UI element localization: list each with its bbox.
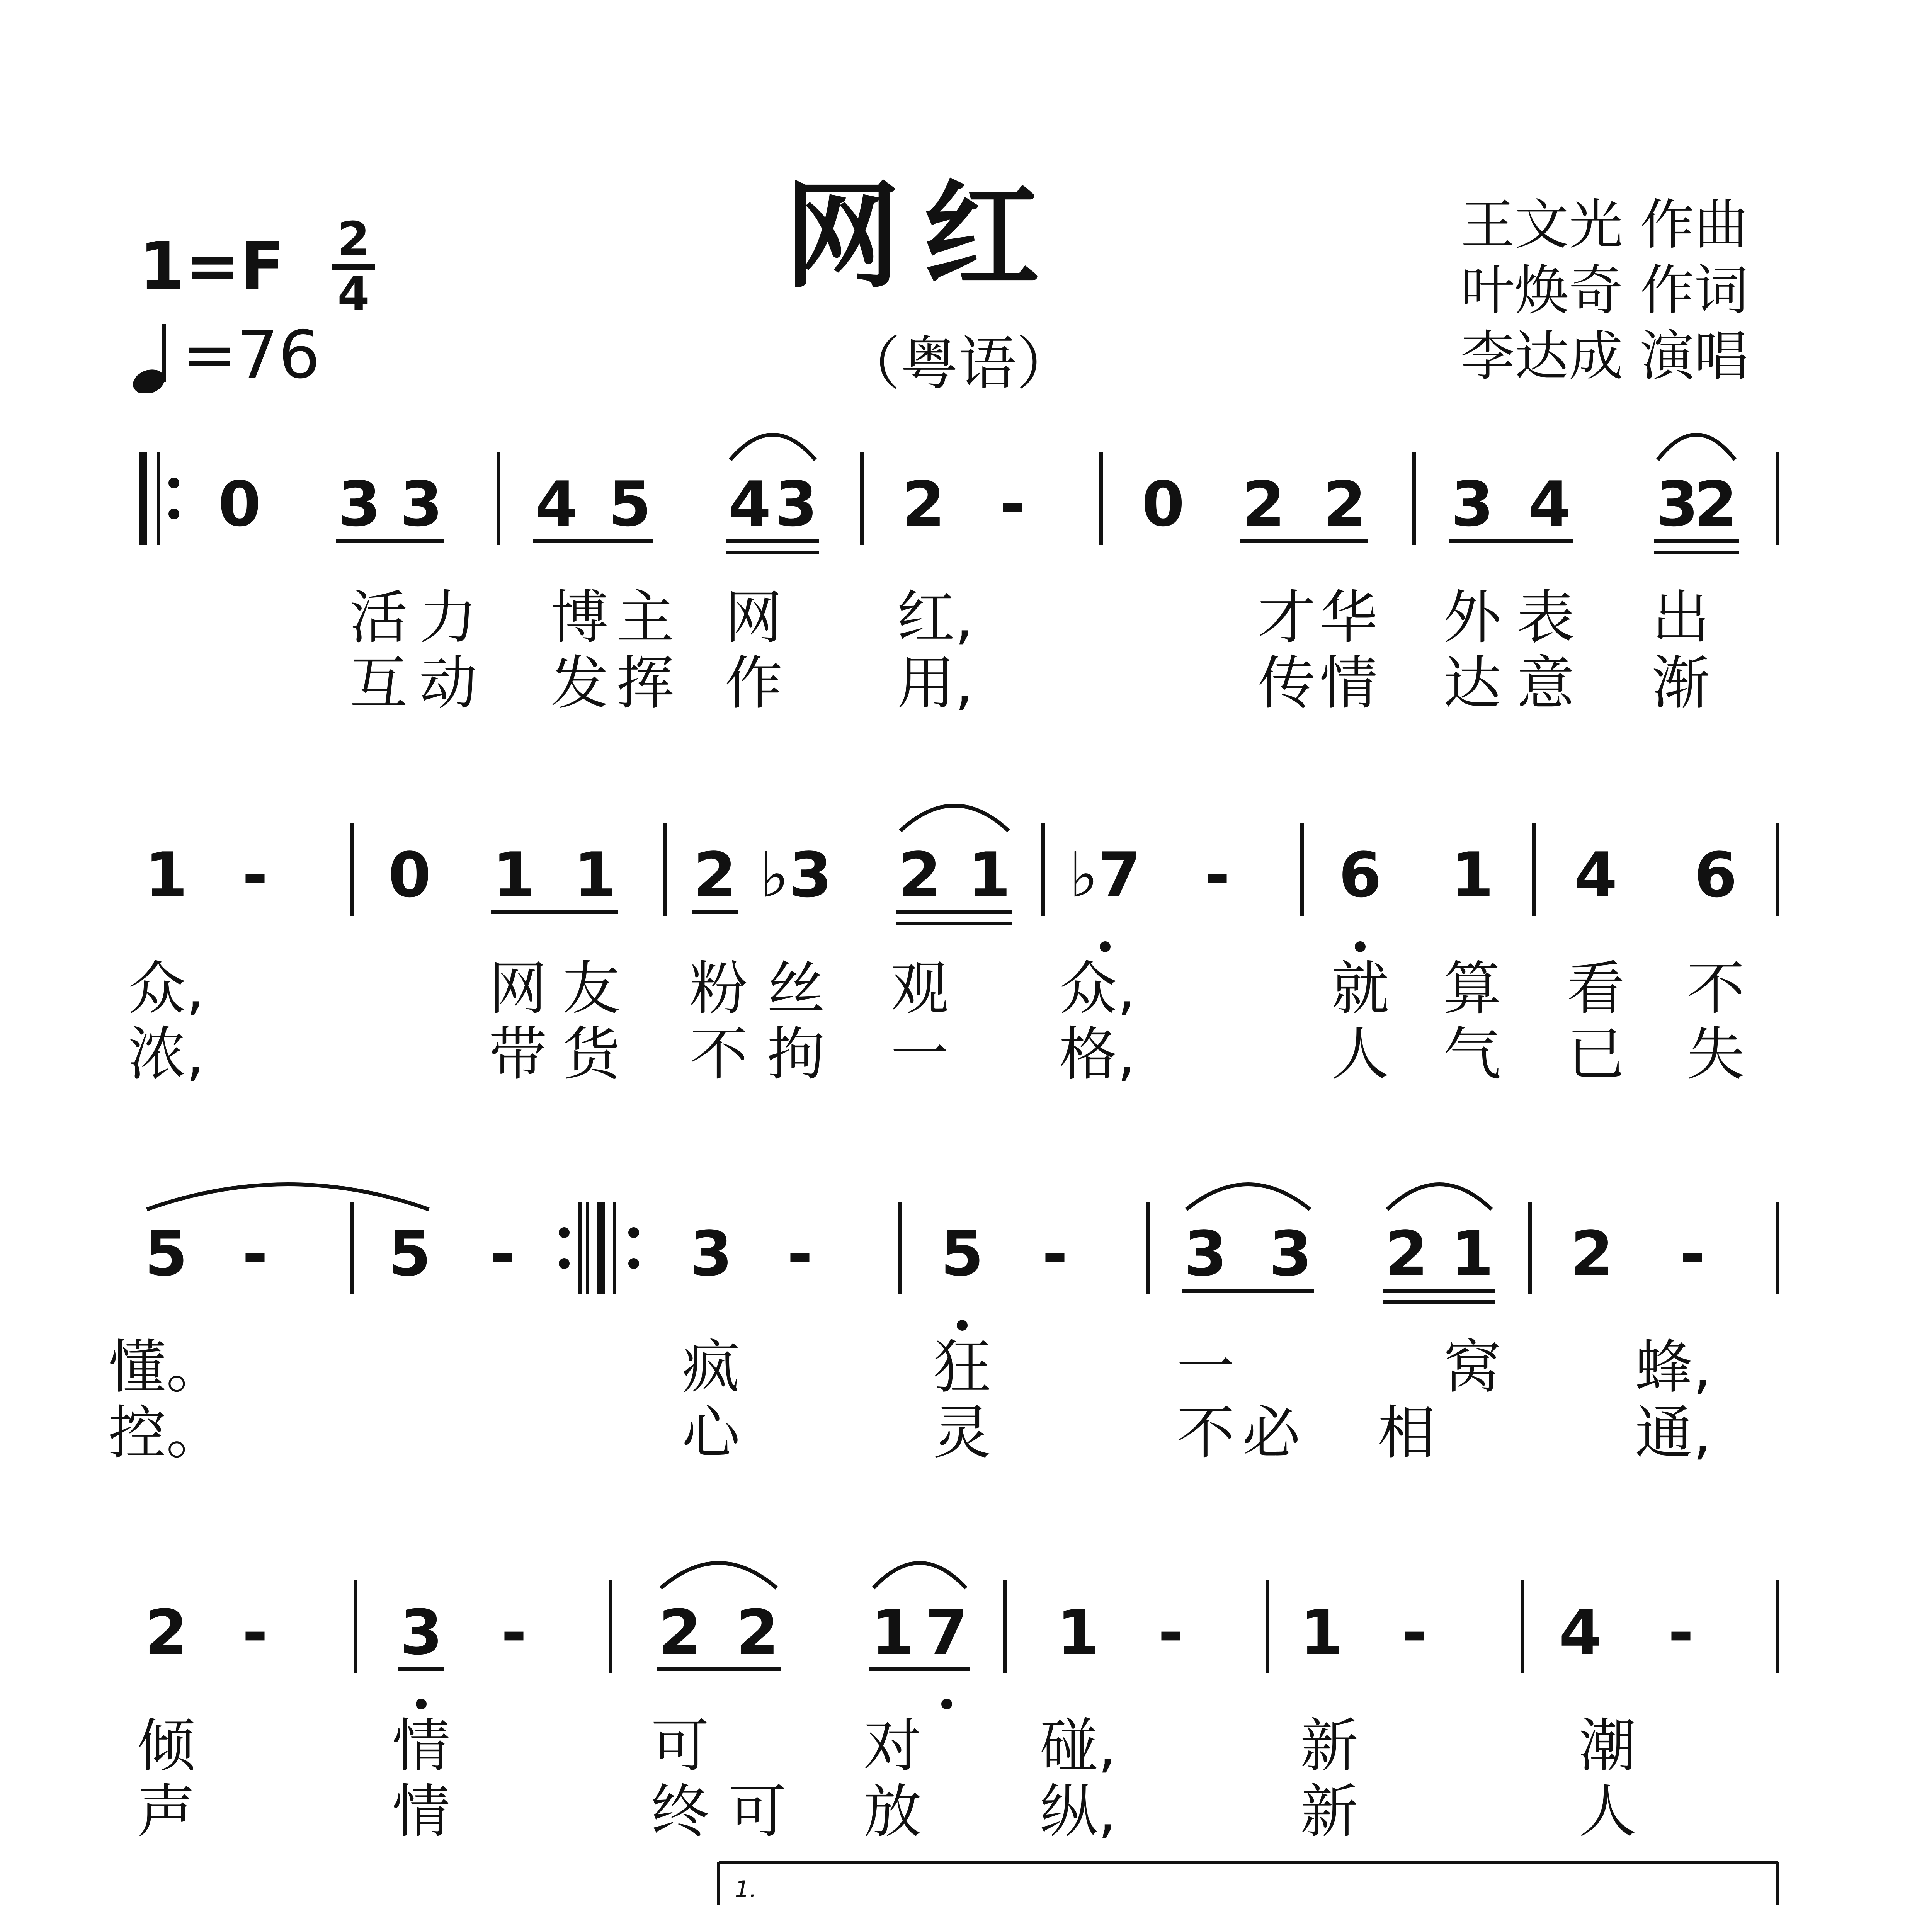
note: 3: [1184, 1218, 1227, 1290]
note: 1: [1300, 1596, 1343, 1668]
note: 2: [145, 1596, 188, 1668]
lyric-verse1: 窝: [1443, 1334, 1502, 1401]
note: 1: [145, 839, 188, 911]
lyric-verse2: 纵,: [1040, 1778, 1116, 1845]
note: 3: [338, 468, 381, 540]
note: -: [1668, 1596, 1694, 1668]
repeat-dot: [559, 1227, 570, 1238]
lyric-verse1: 算: [1443, 955, 1502, 1022]
note: 2: [1385, 1218, 1428, 1290]
slur: [873, 1563, 966, 1588]
lyric-verse1: 倾: [137, 1713, 196, 1780]
slur: [1186, 1184, 1310, 1209]
note: 1: [573, 839, 617, 911]
lyric-verse2: 必: [1242, 1400, 1301, 1467]
note: 1: [1451, 839, 1494, 911]
note: 2: [898, 839, 941, 911]
lyric-verse1: 红,: [897, 584, 973, 651]
lyric-verse2: 不: [689, 1021, 748, 1088]
lyric-verse2: 传: [1257, 650, 1316, 717]
slur: [1387, 1184, 1492, 1209]
note: 1: [492, 839, 536, 911]
note: 2: [693, 839, 737, 911]
note: -: [242, 1218, 268, 1290]
lyric-verse1: 碰,: [1040, 1713, 1116, 1780]
note: 2: [1570, 1218, 1614, 1290]
time-signature-top: 2: [337, 213, 370, 266]
lyric-verse2: 不: [1176, 1400, 1235, 1467]
lyric-verse2: 人: [1331, 1021, 1390, 1088]
lyric-verse1: 友: [562, 955, 621, 1022]
page-title: 网红: [784, 167, 1063, 304]
lyric-verse1: 看: [1567, 955, 1625, 1022]
note: 4: [728, 468, 771, 540]
note: 4: [1574, 839, 1618, 911]
time-signature-bottom: 4: [337, 267, 370, 321]
lyric-verse1: 外: [1443, 584, 1502, 651]
note: 3: [400, 468, 443, 540]
lyric-verse1: 网: [488, 955, 547, 1022]
slur: [900, 806, 1009, 831]
low-octave-dot: [1100, 941, 1111, 952]
lyric-verse2: 互: [349, 650, 408, 717]
lyric-verse1: 可: [651, 1713, 709, 1780]
key-signature: 1=F: [139, 228, 285, 304]
low-octave-dot: [1355, 941, 1366, 952]
lyric-verse2: 情: [392, 1778, 451, 1845]
tempo-value: =76: [182, 317, 320, 393]
note: 2: [902, 468, 945, 540]
lyric-verse1: 出: [1652, 584, 1710, 651]
singer-credit: 李达成 演唱: [1461, 325, 1749, 388]
note: 5: [145, 1218, 188, 1290]
lyric-verse1: 不: [1686, 955, 1745, 1022]
lyric-verse2: 意: [1516, 650, 1575, 717]
note: 3: [400, 1596, 443, 1668]
lyric-verse2: 渐: [1652, 650, 1710, 717]
lyric-verse2: 达: [1443, 650, 1502, 717]
lyric-verse2: 相: [1377, 1400, 1436, 1467]
repeat-dot: [628, 1227, 639, 1238]
note: -: [489, 1218, 515, 1290]
lyric-verse1: 情: [392, 1713, 451, 1780]
lyric-verse1: 对: [863, 1713, 922, 1780]
note: 3: [1451, 468, 1494, 540]
repeat-dot: [168, 509, 179, 519]
note: 3: [774, 468, 818, 540]
lyric-verse2: 货: [562, 1021, 621, 1088]
note: 2: [658, 1596, 702, 1668]
lyric-verse1: 活: [349, 584, 408, 651]
note: 1: [1451, 1218, 1494, 1290]
repeat-dot: [628, 1258, 639, 1269]
lyric-verse2: 声: [137, 1778, 196, 1845]
slur: [661, 1563, 777, 1588]
lyric-verse2: 人: [1578, 1778, 1637, 1845]
volta-label: 1.: [735, 1876, 757, 1903]
note: -: [242, 839, 268, 911]
note: -: [1204, 839, 1230, 911]
note: 4: [1528, 468, 1571, 540]
lyric-verse2: 控。: [108, 1400, 225, 1467]
lyric-verse2: 动: [419, 650, 478, 717]
lyric-verse2: 可: [728, 1778, 787, 1845]
note: 7: [925, 1596, 968, 1668]
subtitle: （粤语）: [842, 330, 1075, 398]
lyric-verse2: 气: [1443, 1021, 1502, 1088]
lyric-verse2: 灵: [933, 1400, 992, 1467]
lyric-verse1: 蜂,: [1635, 1334, 1711, 1401]
note: 6: [1694, 839, 1737, 911]
lyric-verse2: 格,: [1059, 1021, 1136, 1088]
note: 5: [388, 1218, 431, 1290]
note: 1: [871, 1596, 914, 1668]
lyric-verse1: 主: [616, 584, 675, 651]
lyric-verse1: 丝: [767, 955, 825, 1022]
lyric-verse1: 潮: [1578, 1713, 1637, 1780]
lyric-verse1: 一: [1176, 1334, 1235, 1401]
lyric-verse2: 浓,: [128, 1021, 204, 1088]
note: 0: [388, 839, 431, 911]
lyric-verse2: 拘: [767, 1021, 825, 1088]
composer-credit: 王文光 作曲: [1461, 194, 1749, 257]
note: 4: [535, 468, 578, 540]
repeat-dot: [168, 478, 179, 488]
note: 3: [689, 1218, 733, 1290]
lyric-verse1: 观: [890, 955, 949, 1022]
note: 1: [968, 839, 1011, 911]
lyric-verse1: 华: [1319, 584, 1378, 651]
lyric-verse2: 放: [863, 1778, 922, 1845]
note: -: [242, 1596, 268, 1668]
lyric-verse1: 力: [419, 584, 478, 651]
note: -: [1401, 1596, 1427, 1668]
note: 0: [218, 468, 261, 540]
lyric-verse1: 才: [1257, 584, 1316, 651]
note: -: [1679, 1218, 1706, 1290]
note: 5: [608, 468, 651, 540]
lyric-verse2: 发: [550, 650, 609, 717]
lyric-verse2: 带: [488, 1021, 547, 1088]
note: 2: [1242, 468, 1285, 540]
note: -: [501, 1596, 527, 1668]
lyric-verse1: 粉: [689, 955, 748, 1022]
lyric-verse2: 失: [1686, 1021, 1745, 1088]
lyric-verse2: 情: [1319, 650, 1378, 717]
note: ♭7: [1069, 839, 1141, 911]
lyric-verse1: 博: [550, 584, 609, 651]
note: 2: [736, 1596, 779, 1668]
lyric-verse1: 疯: [682, 1334, 740, 1401]
note: 4: [1559, 1596, 1602, 1668]
lyric-verse2: 用,: [897, 650, 973, 717]
note: 2: [1694, 468, 1737, 540]
lyric-verse1: 就: [1331, 955, 1390, 1022]
lyric-verse2: 一: [890, 1021, 949, 1088]
lyric-verse1: 新: [1300, 1713, 1359, 1780]
lyric-verse2: 作: [724, 650, 783, 717]
slur: [730, 435, 815, 460]
low-octave-dot: [941, 1699, 952, 1709]
note: 3: [1269, 1218, 1312, 1290]
note: -: [1158, 1596, 1184, 1668]
note: 0: [1141, 468, 1185, 540]
note: 6: [1339, 839, 1382, 911]
note: -: [787, 1218, 813, 1290]
low-octave-dot: [957, 1320, 968, 1331]
lyric-verse1: 众,: [1059, 955, 1136, 1022]
slur: [1658, 435, 1735, 460]
lyric-verse2: 终: [651, 1778, 709, 1845]
note: -: [999, 468, 1026, 540]
lyricist-credit: 叶焕奇 作词: [1461, 259, 1749, 322]
lyric-verse2: 新: [1300, 1778, 1359, 1845]
lyric-verse2: 已: [1567, 1021, 1625, 1088]
note: 3: [1655, 468, 1699, 540]
note: 5: [941, 1218, 984, 1290]
note: ♭3: [760, 839, 832, 911]
lyric-verse1: 狂: [933, 1334, 992, 1401]
lyric-verse1: 表: [1516, 584, 1575, 651]
lyric-verse1: 众,: [128, 955, 204, 1022]
lyric-verse2: 心: [682, 1400, 740, 1467]
lyric-verse1: 网: [724, 584, 783, 651]
low-octave-dot: [416, 1699, 427, 1709]
lyric-verse2: 挥: [616, 650, 675, 717]
slur: [147, 1184, 429, 1209]
lyric-verse1: 懂。: [108, 1334, 225, 1401]
note: 1: [1056, 1596, 1100, 1668]
lyric-verse2: 通,: [1635, 1400, 1711, 1467]
note: 2: [1323, 468, 1366, 540]
note: -: [1042, 1218, 1068, 1290]
repeat-dot: [559, 1258, 570, 1269]
